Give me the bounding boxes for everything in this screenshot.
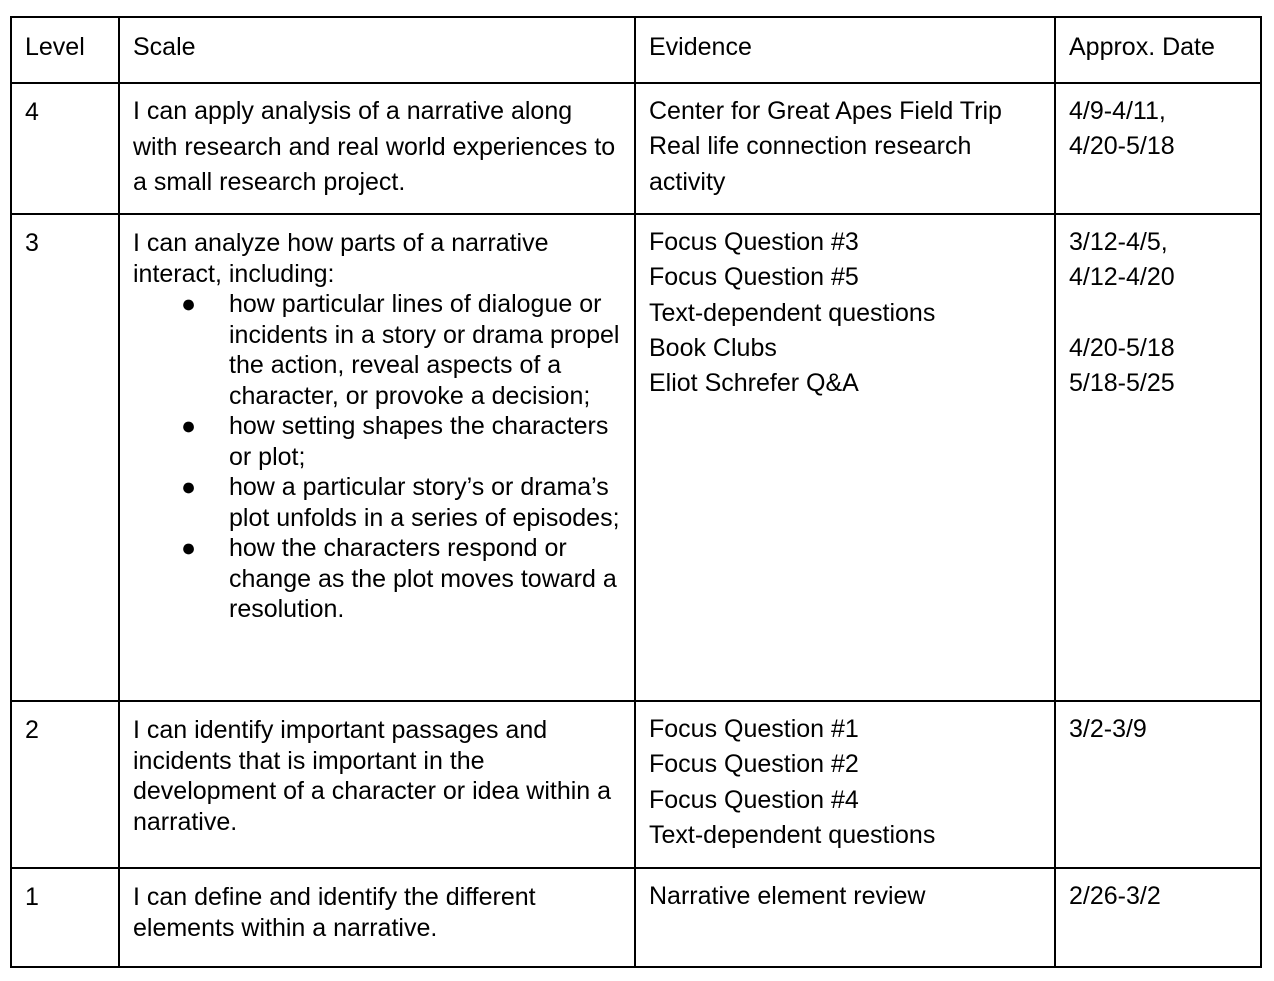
scale-text: I can analyze how parts of a narrative interact, including: — [133, 229, 549, 288]
table-row — [11, 868, 1261, 967]
bullet-item — [133, 472, 622, 533]
evidence-cell — [635, 83, 1055, 214]
bullet-icon: ● — [181, 534, 197, 562]
evidence-item: Focus Question #4 — [649, 785, 859, 814]
date-cell — [1055, 701, 1261, 868]
table-row — [11, 83, 1261, 214]
bullet-item — [133, 533, 622, 625]
rubric-table — [10, 16, 1262, 968]
bullet-icon: ● — [181, 412, 197, 440]
bullet-item — [133, 411, 622, 472]
scale-text: I can apply analysis of a narrative along with research and real world experiences to a small research project. — [133, 97, 616, 196]
header-row — [11, 17, 1261, 83]
evidence-item: Text-dependent questions — [649, 298, 936, 327]
evidence-item: Book Clubs — [649, 333, 777, 362]
scale-cell: I can identify important passages and incidents that is important in the development of a character or idea within a narrative. — [119, 701, 635, 868]
bullet-icon: ● — [181, 473, 197, 501]
header-scale: Scale — [119, 17, 635, 83]
evidence-cell — [635, 214, 1055, 701]
level-cell: 4 — [11, 83, 119, 214]
bullet-text: how particular lines of dialogue or incidents in a story or drama propel the action, reveal aspects of a character, or provoke a decision; — [229, 290, 620, 410]
evidence-item: Text-dependent questions — [649, 820, 936, 849]
table-row — [11, 701, 1261, 868]
scale-cell — [119, 214, 635, 701]
header-level: Level — [11, 17, 119, 83]
date-cell — [1055, 214, 1261, 701]
bullet-list — [133, 289, 622, 625]
bullet-item — [133, 289, 622, 411]
date-item: 4/20-5/18 — [1069, 132, 1175, 161]
date-cell — [1055, 868, 1261, 967]
scale-cell: I can define and identify the different elements within a narrative. — [119, 868, 635, 967]
bullet-text: how setting shapes the characters or plot; — [229, 412, 609, 471]
date-item: 4/20-5/18 — [1069, 333, 1175, 362]
evidence-item: Center for Great Apes Field Trip — [649, 97, 1002, 125]
bullet-text: how the characters respond or change as the plot moves toward a resolution. — [229, 534, 617, 623]
table-row — [11, 214, 1261, 701]
bullet-text: how a particular story’s or drama’s plot unfolds in a series of episodes; — [229, 473, 620, 532]
evidence-cell — [635, 868, 1055, 967]
evidence-item: Eliot Schrefer Q&A — [649, 369, 859, 398]
date-item: 3/2-3/9 — [1069, 715, 1147, 743]
evidence-item: Focus Question #2 — [649, 750, 859, 779]
date-item: 4/9-4/11, — [1069, 97, 1166, 125]
evidence-item: Narrative element review — [649, 882, 926, 910]
date-item: 4/12-4/20 — [1069, 263, 1175, 292]
date-cell — [1055, 83, 1261, 214]
evidence-cell — [635, 701, 1055, 868]
date-item: 3/12-4/5, — [1069, 228, 1168, 256]
date-item — [1069, 296, 1248, 331]
level-cell: 2 — [11, 701, 119, 868]
evidence-item: Real life connection research activity — [649, 132, 972, 196]
bullet-icon: ● — [181, 290, 197, 318]
header-evidence: Evidence — [635, 17, 1055, 83]
evidence-item: Focus Question #1 — [649, 715, 859, 743]
scale-cell — [119, 83, 635, 214]
date-item: 2/26-3/2 — [1069, 882, 1161, 910]
level-cell: 1 — [11, 868, 119, 967]
evidence-item: Focus Question #5 — [649, 263, 859, 292]
level-cell: 3 — [11, 214, 119, 701]
header-date: Approx. Date — [1055, 17, 1261, 83]
date-item: 5/18-5/25 — [1069, 369, 1175, 398]
evidence-item: Focus Question #3 — [649, 228, 859, 256]
